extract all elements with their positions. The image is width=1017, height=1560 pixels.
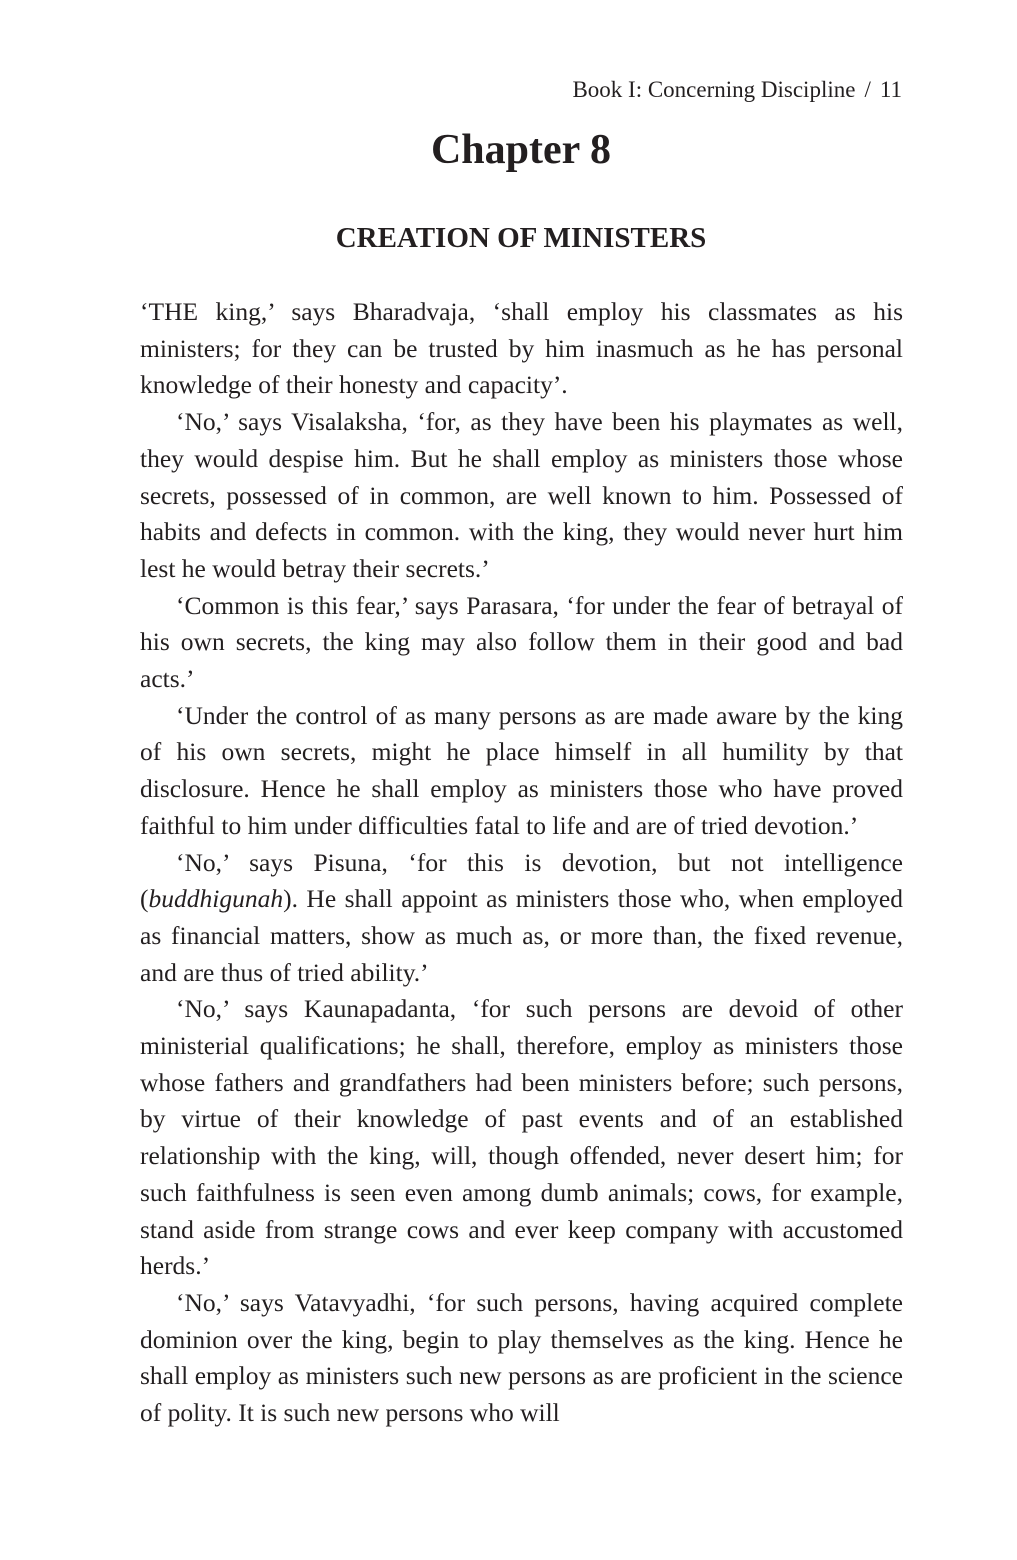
paragraph-pisuna	[140, 845, 903, 992]
running-head-separator: /	[864, 77, 871, 102]
paragraph-vatavyadhi: ‘No,’ says Vatavyadhi, ‘for such persons, having acquired complete dominion over the king, begin to play themselves as the king. Hence he shall employ as ministers such new persons as are proficient in the science of polity. It is such new persons who will	[140, 1287, 903, 1428]
running-head-book: Book I: Concerning Discipline	[572, 77, 856, 102]
body-text	[140, 294, 903, 1432]
page-number: 11	[879, 77, 902, 102]
paragraph-pisuna-text-2: ). He shall appoint as ministers those who, when employed as financial matters, show as much as, or more than, the fixed revenue, and are thus of tried ability.’	[140, 884, 903, 987]
paragraph-parasara-continued: ‘Under the control of as many persons as are made aware by the king of his own secrets, might he place himself in all humility by that disclosure. Hence he shall employ as ministers those who have proved faithful to him under difficulties fatal to life and are of tried devotion.’	[140, 700, 903, 840]
paragraph-bharadvaja: ‘THE king,’ says Bharadvaja, ‘shall employ his classmates as his ministers; for they can be trusted by him inasmuch as he has personal knowledge of their honesty and capacity’.	[140, 297, 903, 400]
section-title: CREATION OF MINISTERS	[335, 222, 707, 254]
paragraph-visalaksha: ‘No,’ says Visalaksha, ‘for, as they have been his playmates as well, they would despise him. But he shall employ as ministers those whose secrets, possessed of in common, are well known to him. Possessed of habits and defects in common. with the king, they would never hurt him lest he would betray their secrets.’	[140, 407, 903, 583]
running-head	[572, 74, 902, 106]
paragraph-pisuna-text-1: ‘No,’ says Pisuna, ‘for this is devotion, but not intelligence (	[140, 847, 903, 914]
chapter-title: Chapter 8	[430, 127, 612, 173]
paragraph-parasara: ‘Common is this fear,’ says Parasara, ‘for under the fear of betrayal of his own secrets, the king may also follow them in their good and bad acts.’	[140, 590, 903, 694]
paragraph-pisuna-italic-term: buddhigunah	[148, 884, 284, 914]
paragraph-kaunapadanta: ‘No,’ says Kaunapadanta, ‘for such persons are devoid of other ministerial qualifications; he shall, therefore, employ as ministers those whose fathers and grandfathers had been ministers before; such persons, by virtue of their knowledge of past events and of an established relationship with the king, will, though offended, never desert him; for such faithfulness is seen even among dumb animals; cows, for example, stand aside from strange cows and ever keep company with accustomed herds.’	[140, 994, 903, 1281]
